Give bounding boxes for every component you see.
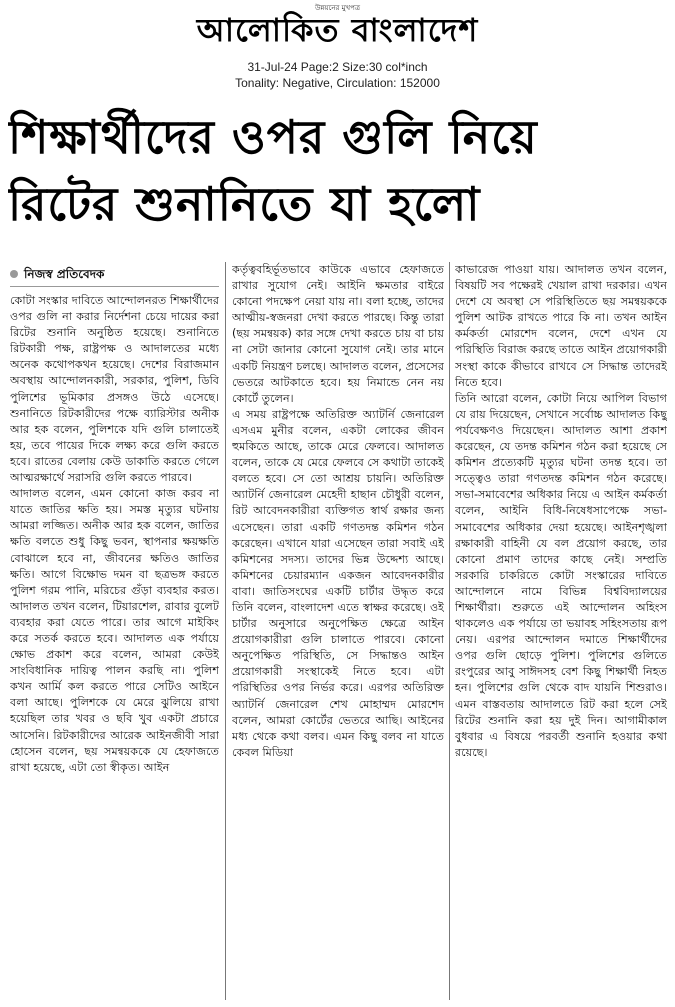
headline-line-1: শিক্ষার্থীদের ওপর গুলি নিয়ে	[8, 110, 538, 164]
clipping-date-page-size: 31-Jul-24 Page:2 Size:30 col*inch	[247, 60, 428, 74]
column-divider	[225, 262, 226, 1000]
article-column-2	[232, 262, 444, 1004]
paragraph: কাভারেজ পাওয়া যায়। আদালত তখন বলেন, বিষয়টি সব পক্ষেরই খেয়াল রাখা দরকার। এখন দেশে যে অবস্থা সে পরিস্থিতিতে ছয় সমন্বয়ককে পুলিশ আটক রাখতে পারে কি না। তখন আইন কর্মকর্তা মোরশেদ বলেন, দেশে এখন যে পরিস্থিতি বিরাজ করছে তাতে আইন প্রয়োগকারী সংস্থা কাকে কীভাবে রাখবে সে সিদ্ধান্ত তাদেরই নিতে হবে।	[455, 263, 667, 389]
bullet-icon	[10, 270, 18, 278]
paragraph: তিনি আরো বলেন, কোটা নিয়ে আপিল বিভাগ যে রায় দিয়েছেন, সেখানে সর্বোচ্চ আদালত কিছু পর্যবেক্ষণও দিয়েছেন। আদালত আশা প্রকাশ করেছেন, যে তদন্ত কমিশন গঠন করা হয়েছে সে কমিশন প্রত্যেকটি মৃত্যুর ঘটনা তদন্ত হবে। তা সত্ত্বেও তারা গণতদন্ত কমিশন গঠন করেছে। সভা-সমাবেশের অধিকার নিয়ে এ আইন কর্মকর্তা বলেন, আইনি বিধি-নিষেধসাপেক্ষে সভা-সমাবেশের অধিকার দেয়া হয়েছে। আইনশৃঙ্খলা রক্ষাকারী বাহিনী যে বল প্রয়োগ করছে, তার কোনো প্রমাণ তাদের কাছে নেই। সম্প্রতি সরকারি চাকরিতে কোটা সংস্কারের দাবিতে আন্দোলনে নামে বিভিন্ন বিশ্ববিদ্যালয়ের শিক্ষার্থীরা। শুরুতে এই আন্দোলন অহিংস থাকলেও এক পর্যায়ে তা ভয়াবহ সহিংসতায় রূপ নেয়। এরপর আন্দোলন দমাতে শিক্ষার্থীদের ওপর গুলি ছোড়ে পুলিশ। পুলিশের গুলিতে রংপুরের আবু সাঈদসহ বেশ কিছু শিক্ষার্থী নিহত হন। পুলিশের গুলি থেকে বাদ যায়নি শিশুরাও। এমন বাস্তবতায় আদালতে রিট করা হলে সেই রিটের শুনানি করা হয় দুই দিন। আগামীকাল বুধবার এ বিষয়ে পরবর্তী শুনানি হওয়ার কথা রয়েছে।	[455, 391, 667, 759]
masthead	[0, 4, 675, 47]
masthead-tagline: উন্নয়নের মুখপত্র	[314, 4, 361, 12]
clipping-tonality-circulation: Tonality: Negative, Circulation: 152000	[235, 76, 440, 90]
article-column-1	[10, 262, 219, 1002]
headline-line-2: রিটের শুনানিতে যা হলো	[8, 177, 481, 231]
clipping-metadata	[0, 59, 675, 91]
column-divider	[449, 262, 450, 1000]
byline: নিজস্ব প্রতিবেদক	[24, 266, 105, 281]
paragraph: এ সময় রাষ্ট্রপক্ষে অতিরিক্ত অ্যাটর্নি জেনারেল এসএম মুনীর বলেন, একটা লোকের জীবন হুমকিতে আছে, তাকে মেরে ফেলবে। আদালত বলেন, তাকে যে মেরে ফেলবে সে কথাটা তাকেই বলতে হবে। সে তো আশ্রয় চায়নি। অতিরিক্ত অ্যাটর্নি জেনারেল মেহেদী হাছান চৌধুরী বলেন, রিট আবেদনকারীরা ব্যক্তিগত স্বার্থ রক্ষার জন্য এসেছেন। তারা একটি গণতদন্ত কমিশন গঠন করেছেন। এখানে যারা এসেছেন তারা সবাই এই কমিশনের সদস্য। তাদের ভিন্ন উদ্দেশ্য আছে। কমিশনের চেয়ারম্যান একজন আবেদনকারীর বাবা। জাতিসংঘের একটি চার্টার উদ্ধৃত করে তিনি বলেন, বাংলাদেশ এতে স্বাক্ষর করেছে। ওই চার্টার অনুসারে অনুপেক্ষিত ক্ষেত্রে আইন প্রয়োগকারীরা গুলি চালাতে পারবে। কোনো অনুপেক্ষিত পরিস্থিতি, সে সিদ্ধান্তও আইন প্রয়োগকারী সংস্থাকেই নিতে হবে। এটা পরিস্থিতির ওপর নির্ভর করে। এরপর অতিরিক্ত অ্যাটর্নি জেনারেল শেখ মোহাম্মদ মোরশেদ বলেন, আমরা কোর্টের ভেতরে আছি। আইনের মধ্য থেকে কথা বলব। এমন কিছু বলব না যাতে কেবল মিডিয়া	[232, 407, 444, 759]
article-headline	[8, 104, 668, 238]
paragraph: আদালত বলেন, এমন কোনো কাজ করব না যাতে জাতির ক্ষতি হয়। সমস্ত মৃত্যুর ঘটনায় আমরা লজ্জিত। অনীক আর হক বলেন, জাতির ক্ষতি বলতে শুধু কিছু ভবন, স্থাপনার ক্ষয়ক্ষতি বোঝালে হবে না, জীবনের ক্ষতিও জাতির ক্ষতি। আগে বিক্ষোভ দমন বা ছত্রভঙ্গ করতে পুলিশ গরম পানি, মরিচের গুঁড়া ব্যবহার করত। আদালত তখন বলেন, টিয়ারশেল, রাবার বুলেট ব্যবহার করা যেতে পারে। তার আগে মাইকিং করে সতর্ক করতে হবে। আদালত এক পর্যায়ে ক্ষোভ প্রকাশ করে বলেন, আমরা কেউই সাংবিধানিক দায়িত্ব পালন করছি না। পুলিশ কখন আর্মি কল করতে পারে সেটিও আইনে বলা আছে। পুলিশকে যে মেরে ঝুলিয়ে রাখা হয়েছিল তার খবর ও ছবি খুব একটা প্রচারে আসেনি। রিটকারীদের আরেক আইনজীবী সারা হোসেন বলেন, ছয় সমন্বয়ককে যে হেফাজতে রাখা হয়েছে, এটা তো স্বীকৃত। আইন	[10, 487, 219, 774]
newspaper-logo: আলোকিত বাংলাদেশ	[196, 11, 479, 49]
paragraph: কোটা সংস্কার দাবিতে আন্দোলনরত শিক্ষার্থীদের ওপর গুলি না করার নির্দেশনা চেয়ে দায়ের করা রিটের শুনানি অনুষ্ঠিত হয়েছে। শুনানিতে রিটকারী পক্ষ, রাষ্ট্রপক্ষ ও আদালতের মধ্যে অনেক কথোপকথন হয়েছে। দেশের বিরাজমান অবস্থায় আন্দোলনকারী, সরকার, পুলিশ, ডিবি পুলিশের ভূমিকার প্রসঙ্গও উঠে এসেছে। শুনানিতে রিটকারীদের পক্ষে ব্যারিস্টার অনীক আর হক বলেন, পুলিশকে যদি গুলি চালাতেই হয়, তবে পায়ের দিকে লক্ষ্য করে গুলি করতে হবে। রাতের বেলায় কেউ ডাকাতি করতে গেলে আত্মরক্ষার্থে সরাসরি গুলি করতে পারবে।	[10, 294, 219, 485]
article-column-3	[455, 262, 667, 1004]
paragraph: কর্তৃত্ববহির্ভূতভাবে কাউকে এভাবে হেফাজতে রাখার সুযোগ নেই। আইনি ক্ষমতার বাইরে কোনো পদক্ষেপ নেয়া যায় না। বলা হচ্ছে, তাদের আত্মীয়-স্বজনরা দেখা করতে পারছে। কিন্তু তারা (ছয় সমন্বয়ক) কার সঙ্গে দেখা করতে চায় বা চায় না সেটা জানার কোনো সুযোগ নেই। তার মানে একটি নিয়ন্ত্রণ চলছে। আদালত বলেন, প্রসেসের ভেতরে আটকাতে হবে। হয় নিমান্ডে নেন নয় কোর্টে তুলেন।	[232, 263, 444, 405]
byline-row	[10, 262, 219, 287]
